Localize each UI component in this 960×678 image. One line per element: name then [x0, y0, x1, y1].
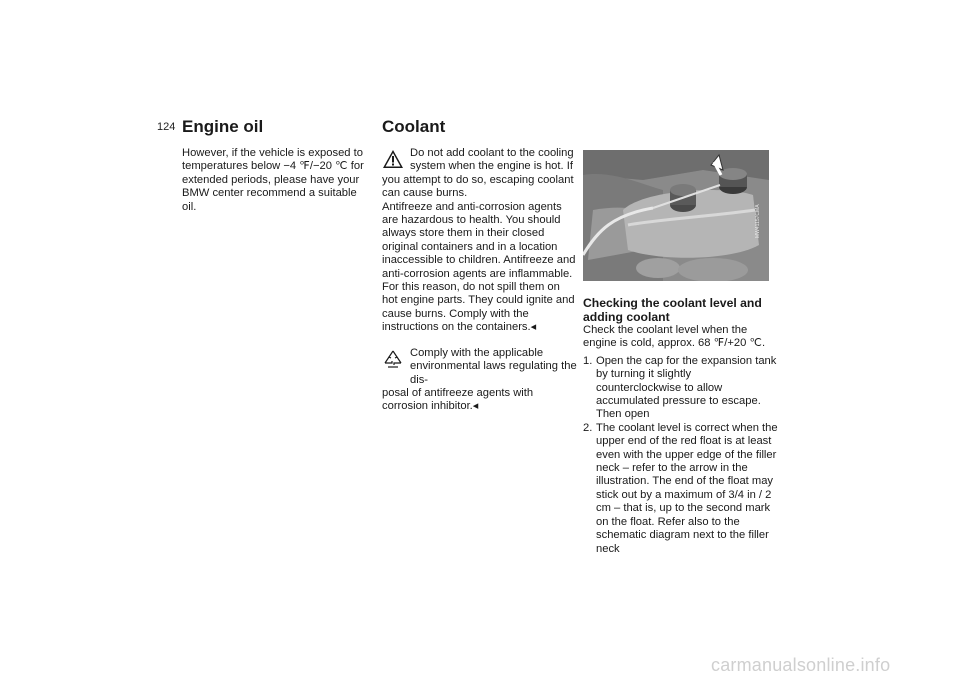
coolant-section: [382, 147, 577, 414]
page-number: 124: [157, 121, 176, 133]
environment-note: [382, 347, 577, 414]
heading-engine-oil: Engine oil: [182, 117, 264, 136]
step-number: 1.: [583, 354, 593, 367]
environment-text-rest: posal of antifreeze agents with corrosion inhibitor.◂: [382, 386, 534, 413]
environment-text-first: Comply with the applicable environmental laws regulating the dis-: [410, 346, 577, 386]
footer-watermark: carmanualsonline.info: [711, 655, 891, 675]
step-text: Open the cap for the expansion tank by turning it slightly counterclockwise to allow accumulated pressure to escape. Then open: [596, 354, 777, 421]
warning-text-rest: you attempt to do so, escaping coolant can cause burns.: [382, 173, 574, 200]
step-number: 2.: [583, 421, 593, 434]
engine-oil-text: However, if the vehicle is exposed to temperatures below −4 ℉/−20 ℃ for extended periods, please have your BMW center recommend a suitable oil.: [182, 147, 364, 213]
figure-code: MW41157CMA: [755, 204, 761, 238]
step-text: The coolant level is correct when the upper end of the red float is at least even with the upper edge of the filler neck – refer to the arrow in the illustration. The end of the float may stick out by a maximum of 3/4 in / 2 cm – that is, up to the second mark on the float. Refer also to the schematic diagram next to the filler neck: [596, 421, 778, 555]
engine-oil-section: [182, 147, 374, 214]
checking-steps: [583, 355, 779, 556]
heading-coolant: Coolant: [382, 117, 446, 136]
warning-triangle-icon: [382, 148, 404, 170]
list-item: [583, 355, 779, 422]
checking-section: [583, 296, 779, 556]
checking-heading: Checking the coolant level and adding coolant: [583, 296, 762, 324]
coolant-paragraph: Antifreeze and anti-corrosion agents are hazardous to health. You should always store them in their closed original containers and in a location inaccessible to children. Antifreeze and anti-corrosion agents are inflammable. For this reason, do not spill them on hot engine parts. They could ignite and cause burns. Comply with the instructions on the containers.◂: [382, 200, 576, 334]
checking-intro: Check the coolant level when the engine is cold, approx. 68 ℉/+20 ℃.: [583, 324, 766, 350]
coolant-tank-photo: [583, 150, 769, 281]
list-item: [583, 422, 779, 556]
warning-note: [382, 147, 577, 201]
recycling-icon: [382, 348, 404, 370]
warning-text-first: Do not add coolant to the cooling system when the engine is hot. If: [410, 147, 574, 173]
